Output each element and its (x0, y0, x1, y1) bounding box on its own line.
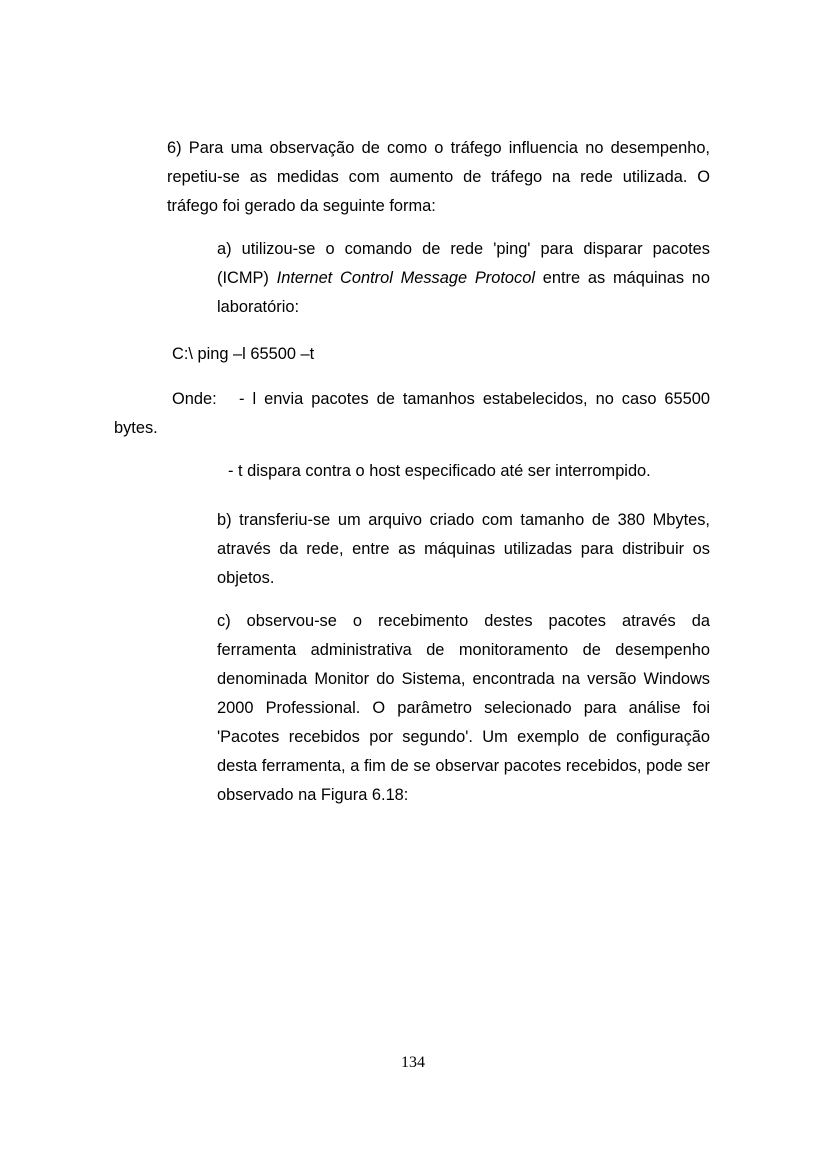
page-number: 134 (401, 1054, 425, 1071)
paragraph-a-text-end: entre as máquinas no laboratório: (217, 269, 711, 316)
paragraph-a-italic: Internet Control Message Protocol (276, 269, 535, 287)
paragraph-b: b) transferiu-se um arquivo criado com tamanho de 380 Mbytes, através da rede, entre as máquinas utilizadas para distribuir os objetos. (217, 511, 710, 587)
onde-l-continuation: bytes. (114, 419, 158, 437)
ping-command: C:\ ping –l 65500 –t (172, 345, 315, 363)
onde-t-description: - t dispara contra o host especificado até ser interrompido. (228, 462, 651, 480)
onde-l-description: - l envia pacotes de tamanhos estabelecidos, no caso 65500 (239, 390, 710, 408)
onde-label: Onde: (172, 390, 217, 408)
paragraph-c: c) observou-se o recebimento destes pacotes através da ferramenta administrativa de monitoramento de desempenho denominada Monitor do Sistema, encontrada na versão Windows 2000 Professional. O parâmetro selecionado para análise foi 'Pacotes recebidos por segundo'. Um exemplo de configuração desta ferramenta, a fim de se observar pacotes recebidos, pode ser observado na Figura 6.18: (217, 612, 710, 804)
paragraph-6: 6) Para uma observação de como o tráfego influencia no desempenho, repetiu-se as medidas com aumento de tráfego na rede utilizada. O tráfego foi gerado da seguinte forma: (167, 139, 710, 215)
paragraph-a (217, 235, 710, 322)
paragraph-a-text: a) utilizou-se o comando de rede 'ping' para disparar pacotes (ICMP) (217, 240, 710, 287)
